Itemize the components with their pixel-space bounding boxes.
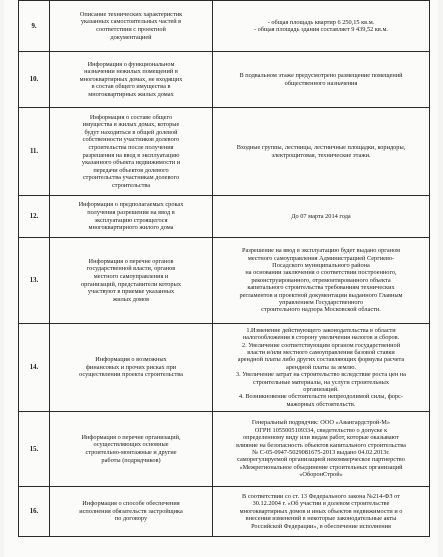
- value-line: Российской Федерации», в обеспечение исполнения: [251, 522, 391, 530]
- description-line: Информация о способе обеспечения: [82, 500, 180, 508]
- row-number: 13.: [19, 238, 50, 324]
- value-line: электрощитовая, технические этажи.: [271, 151, 371, 159]
- description-line: Информация о функциональном: [87, 60, 175, 68]
- row-value: [213, 1, 430, 52]
- description-line: Информация о перечне органов: [88, 257, 174, 265]
- description-line: строительно-монтажные и другие: [85, 449, 177, 456]
- row-number: 14.: [19, 324, 50, 412]
- value-line: Входные группы, лестницы, лестничные площадки, коридоры,: [236, 144, 406, 152]
- description-line: государственной власти, органов: [86, 265, 176, 273]
- value-line: на основании заключения о соответствии построенного,: [245, 269, 397, 277]
- description-line: финансовых и прочих рисках при: [85, 363, 177, 371]
- description-line: организаций, представители которых: [81, 280, 181, 288]
- value-line: местного самоуправления Администрацией Сергиево-: [247, 254, 395, 262]
- row-number: 10.: [19, 52, 50, 108]
- value-line: 30.12.2004 г. «Об участии в долевом строительстве: [252, 500, 390, 508]
- description-line: многоквартирного жилого дома: [88, 224, 174, 232]
- description-line: многоквартирных домах, не входящих: [79, 75, 183, 83]
- description-line: строительства после получения: [88, 143, 174, 151]
- value-line: 1.Изменение действующего законодательства в области: [246, 326, 396, 334]
- row-value: [213, 238, 430, 324]
- value-line: строительного надзора Московской области.: [261, 306, 381, 314]
- table-row: [19, 238, 430, 324]
- description-line: по договору: [114, 515, 148, 523]
- value-line: До 07 марта 2014 года: [291, 212, 351, 220]
- value-line: «ОборонСтрой»: [299, 471, 343, 479]
- row-number: 9.: [19, 1, 50, 52]
- project-declaration-table: [18, 0, 430, 537]
- value-line: внесении изменений в некоторые законодательные акты: [245, 515, 397, 523]
- row-description: [50, 412, 213, 487]
- description-line: Описание технических характеристик: [79, 10, 183, 18]
- row-value: [213, 52, 430, 108]
- description-line: имущества в жилых домах, которые: [82, 121, 180, 129]
- description-line: участвуют в приемке указанных: [87, 288, 175, 296]
- value-line: общественного назначения: [284, 79, 358, 87]
- description-line: Информация о предполагаемых сроках: [78, 201, 184, 209]
- value-line: - общая площадь здания составляет 9 439,52 кв.м.: [253, 26, 389, 33]
- description-line: строительства: [111, 181, 151, 189]
- description-line: передачи объектов долевого: [93, 166, 169, 174]
- table-row: [19, 324, 430, 412]
- value-line: мажорных обстоятельств.: [286, 400, 356, 408]
- description-line: в состав общего имущества в: [91, 83, 171, 91]
- value-line: ОГРН 1055005109334, свидетельство о допуске к: [254, 426, 388, 434]
- description-line: указанных самостоятельных частей в: [80, 18, 182, 26]
- table-row: [19, 487, 430, 537]
- row-description: [50, 487, 213, 537]
- row-value: [213, 196, 430, 238]
- description-line: Информация о перечне организаций,: [81, 433, 181, 441]
- value-line: влияние на безопасность объектов капитального строительства: [236, 441, 406, 449]
- table-row: [19, 1, 430, 52]
- table-row: [19, 52, 430, 108]
- description-line: жилых домов: [112, 295, 150, 303]
- description-line: строительства участникам долевого: [82, 174, 180, 182]
- description-line: указанного объекта недвижимости и: [81, 159, 181, 167]
- description-line: эксплуатацию строящегося: [94, 216, 168, 224]
- description-line: Информация о возможных: [95, 356, 167, 364]
- row-description: [50, 108, 213, 196]
- description-line: осуществляющих основные: [93, 441, 169, 449]
- value-line: власти и/или местного самоуправления базовой ставки: [247, 348, 395, 356]
- value-line: арендной платы за землю.: [285, 363, 357, 371]
- table-row: [19, 196, 430, 238]
- value-line: 4. Возникновение обстоятельств непреодолимой силы, форс-: [239, 393, 403, 401]
- table-row: [19, 108, 430, 196]
- value-line: определенному виду или видам работ, которые оказывают: [242, 434, 400, 442]
- value-line: В подвальном этаже предусмотрено размещение помещений: [239, 72, 403, 80]
- value-line: строительные материалы, на услуги строительных: [253, 378, 389, 386]
- row-number: 12.: [19, 196, 50, 238]
- description-line: работы (подрядчиков): [101, 456, 161, 464]
- description-line: осуществлении проекта строительства: [79, 371, 183, 379]
- row-value: [213, 324, 430, 412]
- description-line: многоквартирных жилых домах: [88, 90, 174, 98]
- value-line: управлением Государственного: [278, 299, 364, 307]
- description-line: местного самоуправления и: [93, 272, 169, 280]
- row-value: [213, 487, 430, 537]
- description-line: соответствии с проектной: [96, 26, 166, 33]
- row-value: [213, 412, 430, 487]
- description-line: получения разрешения на ввод в: [87, 208, 175, 216]
- description-line: собственности участников долевого: [82, 136, 180, 144]
- description-line: разрешения на ввод в эксплуатацию: [82, 151, 180, 159]
- value-line: - общая площадь квартир 6 250,15 кв.м.: [267, 18, 375, 26]
- value-line: налогообложения в сторону увеличения налогов и сборов.: [242, 334, 400, 342]
- value-line: реконструированного, отремонтированного объекта: [251, 276, 391, 284]
- value-line: Посадского муниципального района: [272, 261, 370, 269]
- document-page: [4, 0, 438, 557]
- value-line: арендной платы либо других составляющих формулы расчета: [237, 356, 405, 364]
- description-line: исполнения обязательств застройщика: [79, 507, 183, 515]
- table-row: [19, 412, 430, 487]
- description-line: назначении нежилых помещений в: [84, 68, 178, 76]
- row-value: [213, 108, 430, 196]
- row-description: [50, 1, 213, 52]
- row-number: 16.: [19, 487, 50, 537]
- value-line: капитального строительства требованиям технических: [247, 284, 395, 292]
- row-description: [50, 238, 213, 324]
- value-line: Разрешение на ввод в эксплуатацию будет выдано органом: [241, 247, 401, 255]
- row-description: [50, 52, 213, 108]
- row-description: [50, 196, 213, 238]
- value-line: В соответствии со ст. 13 Федерального закона №214-ФЗ от: [242, 492, 400, 500]
- value-line: 3. Увеличение затрат на строительство вследствие роста цен на: [236, 371, 406, 379]
- row-number: 11.: [19, 108, 50, 196]
- value-line: 2. Увеличение соответствующим органом государственной: [241, 341, 401, 349]
- value-line: саморегулируемой организацией некоммерческое партнерство: [237, 456, 405, 464]
- value-line: № С-05-0947-5029081675-2013 выдано 04.02.2013г.: [252, 449, 390, 456]
- value-line: «Межрегиональное объединение строительных организаций: [239, 463, 403, 471]
- value-line: организаций.: [303, 386, 339, 394]
- value-line: Генеральный подрядчик: ООО «Авангардстрой-М»: [251, 419, 391, 427]
- description-line: документацией: [110, 33, 152, 41]
- value-line: многоквартирных домов и иных объектов недвижимости и о: [239, 507, 403, 515]
- description-line: будут находиться в общей долевой: [84, 128, 178, 136]
- row-number: 15.: [19, 412, 50, 487]
- row-description: [50, 324, 213, 412]
- description-line: Информация о составе общего: [89, 113, 173, 121]
- value-line: регламентов и проектной документации выданного Главным: [239, 291, 403, 299]
